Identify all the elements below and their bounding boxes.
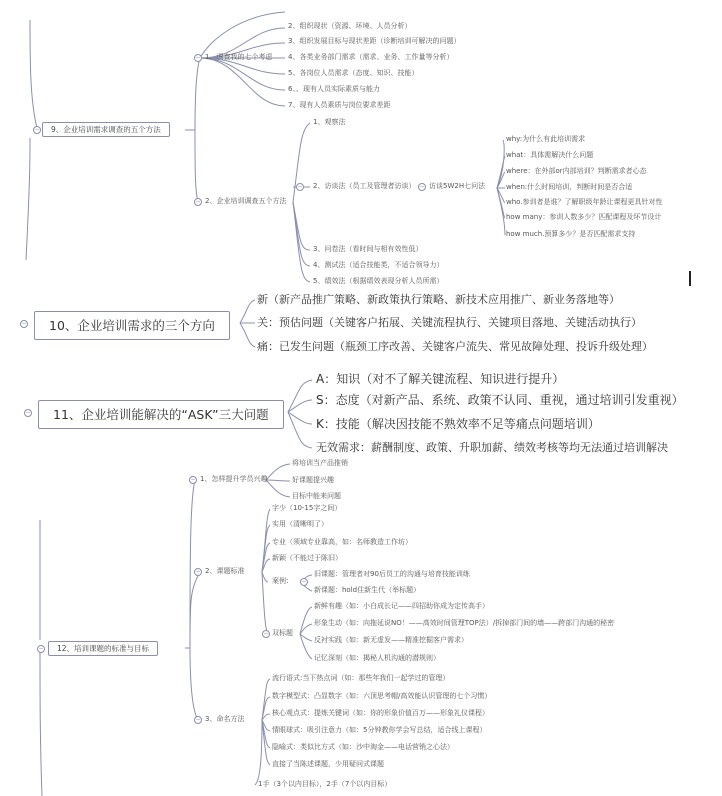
list-item: 7、现有人员素质与岗位要求差距	[288, 101, 391, 109]
collapse-icon[interactable]	[189, 476, 197, 484]
node-s12[interactable]: 12、培训课题的标准与目标	[48, 641, 158, 656]
list-item: 目标中能来问题	[292, 492, 341, 500]
list-item: 2、访谈法（员工及管理者访谈）	[313, 182, 416, 190]
collapse-icon[interactable]	[37, 645, 45, 653]
list-item: 形象生动（如：向拖延说NO！——高效时间管理TOP法）/拆掉部门间的墙——跨部门沟通的秘密	[314, 619, 615, 627]
collapse-icon[interactable]	[20, 320, 28, 328]
list-item: 实用（清晰明了）	[272, 520, 328, 528]
branch-s12-b3[interactable]: 3、命名方法	[205, 715, 245, 723]
list-item: 访谈5W2H七问法	[429, 182, 486, 190]
node-s10[interactable]: 10、企业培训需求的三个方向	[34, 311, 230, 340]
collapse-icon[interactable]	[418, 183, 426, 191]
node-s11[interactable]: 11、企业培训能解决的“ASK”三大问题	[38, 400, 284, 429]
collapse-icon[interactable]	[194, 568, 202, 576]
list-item: K：技能（解决因技能不熟效率不足等痛点问题培训）	[316, 417, 600, 431]
list-item: 3、问卷法（看时间与相有效性低）	[313, 245, 423, 253]
list-item: 字少（10-15字之间）	[272, 504, 342, 512]
list-item: how much.预算多少？是否匹配需求支持	[506, 230, 636, 238]
list-item: 情眼球式：吸引注意力（如：5分钟教你学会写总结，适合线上课程）	[272, 726, 487, 734]
branch-s12-b1[interactable]: 1、怎样提升学员兴趣	[200, 475, 268, 483]
list-item: 好课题提兴趣	[292, 476, 334, 484]
list-item: 无效需求：薪酬制度、政策、升职加薪、绩效考核等均无法通过培训解决	[316, 441, 668, 454]
collapse-icon[interactable]	[262, 630, 270, 638]
branch-dual[interactable]: 双标题	[272, 629, 293, 637]
list-item: 新课题：hold住新生代（举标题）	[314, 586, 421, 594]
list-item: 新鲜有趣（如：小白成长记——四招助你成为定传高手）	[314, 602, 489, 610]
list-item: why:为什么有此培训需求	[506, 135, 586, 143]
collapse-icon[interactable]	[296, 183, 304, 191]
list-item: how many：参训人数多少？匹配课程及环节设计	[506, 213, 662, 221]
text-cursor	[689, 271, 691, 286]
list-item: S：态度（对新产品、系统、政策不认同、重视，通过培训引发重视）	[316, 393, 684, 407]
collapse-icon[interactable]	[194, 198, 202, 206]
list-item: 5、各岗位人员需求（态度、知识、技能）	[288, 69, 419, 77]
node-s9[interactable]: 9、企业培训需求调查的五个方法	[42, 122, 170, 137]
list-item: 痛：已发生问题（瓶颈工序改善、关键客户流失、常见故障处理、投诉升级处理）	[257, 340, 653, 353]
list-item: 新颖（不能过于陈旧）	[272, 554, 342, 562]
branch-s9-b2[interactable]: 2、企业培训调查五个方法	[205, 197, 287, 205]
list-item: 6、、现有人员实际素质与能力	[288, 85, 380, 93]
collapse-icon[interactable]	[194, 716, 202, 724]
list-item: 4、测试法（适合技能类，不适合领导力）	[313, 261, 444, 269]
list-item: when:什么时间培训，判断时间是否合适	[506, 183, 633, 191]
branch-s9-b1[interactable]: 1、调查我的七个考虑	[205, 53, 273, 61]
list-item: 旧课题：管理者对90后员工的沟通与培育技能训练	[314, 570, 470, 578]
list-item: 隐喻式：类似比方式（如：沙中淘金——电话营销之心法）	[272, 743, 454, 751]
list-item: 数字模型式：凸显数字（如：六顶思考帽/高效能认识管理的七个习惯）	[272, 692, 492, 700]
list-item: 将培训当产品推销	[292, 459, 348, 467]
list-item: who.参训者是谁？了解职级年龄让课程更具针对性	[506, 198, 663, 206]
list-item: where：在外部or内部培训？判断需求者心态	[506, 167, 647, 175]
branch-s12-b2[interactable]: 2、课题标准	[205, 567, 245, 575]
list-item: 1手（3个以内目标），2手（7个以内目标）	[258, 780, 392, 788]
list-item: 直接了当陈述课题，少用疑问式课题	[272, 760, 384, 768]
list-item: 记忆深刻（如：揭秘人机沟通的潜规则）	[314, 654, 440, 662]
list-item: 新（新产品推广策略、新政策执行策略、新技术应用推广、新业务落地等）	[257, 293, 620, 306]
collapse-icon[interactable]	[300, 578, 308, 586]
list-item: 反衬实践（如：新无虚发——精准挖掘客户需求）	[314, 636, 468, 644]
list-item: what：具体需解决什么问题	[506, 151, 594, 159]
collapse-icon[interactable]	[24, 409, 32, 417]
collapse-icon[interactable]	[33, 126, 41, 134]
branch-case[interactable]: 案例：	[272, 577, 293, 585]
list-item: 核心观点式：提炼关键词（如：你的形象价值百万——形象礼仪课程）	[272, 709, 489, 717]
collapse-icon[interactable]	[194, 54, 202, 62]
list-item: 3、组织发展目标与现状差距（诊断培训可解决的问题）	[288, 37, 461, 45]
list-item: 5、绩效法（根据绩效表现分析人员所需）	[313, 277, 444, 285]
list-item: 流行语式:当下热点词（如：那些年我们一起学过的管理）	[272, 674, 450, 682]
list-item: 4、各类业务部门需求（需求、业务、工作量等分析）	[288, 53, 454, 61]
list-item: A：知识（对不了解关键流程、知识进行提升）	[316, 372, 565, 386]
list-item: 关：预估问题（关键客户拓展、关键流程执行、关键项目落地、关键活动执行）	[257, 316, 642, 329]
list-item: 专业（须域专业靠高，如：名师教造工作坊）	[272, 538, 412, 546]
list-item: 2、组织现状（资源、环境、人员分析）	[288, 22, 412, 30]
list-item: 1、观察法	[313, 118, 346, 126]
